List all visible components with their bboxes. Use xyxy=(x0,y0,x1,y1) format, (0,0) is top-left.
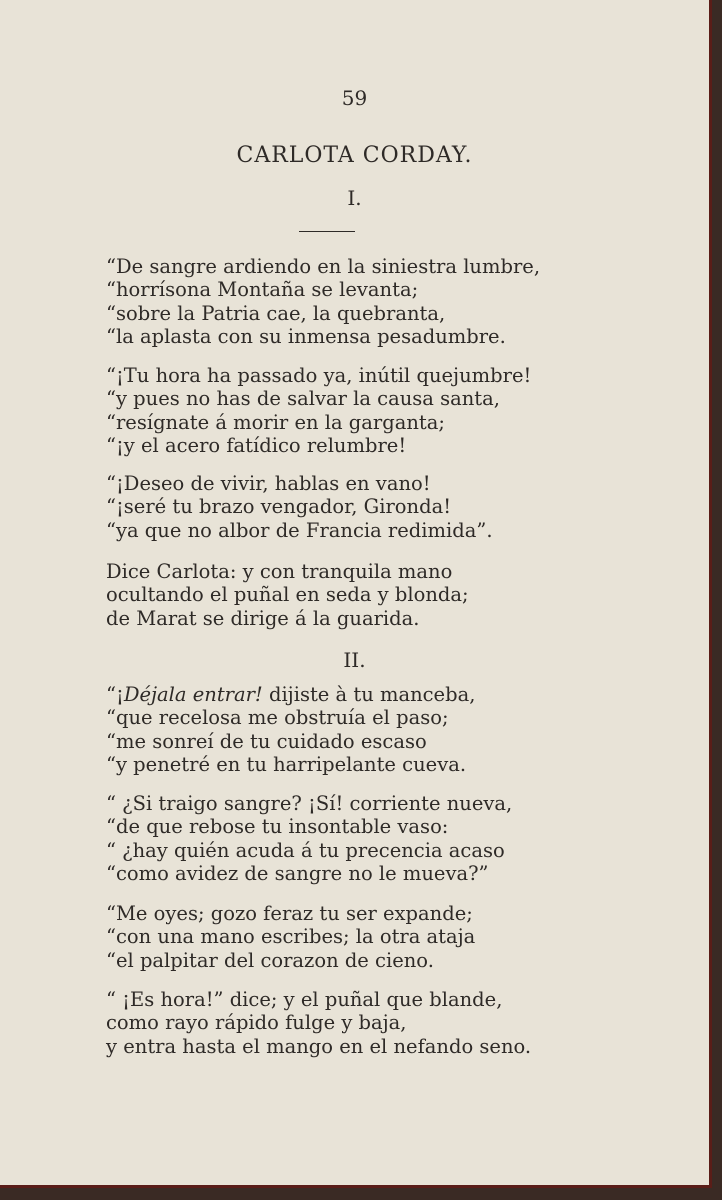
stanza-8 xyxy=(106,988,566,1058)
verse-line: “como avidez de sangre no le mueva?” xyxy=(106,861,489,885)
verse-line: “de que rebose tu insontable vaso: xyxy=(106,815,449,839)
verse-line: y entra hasta el mango en el nefando seno. xyxy=(106,1034,532,1058)
verse-line: “¡seré tu brazo vengador, Gironda! xyxy=(106,495,452,519)
quote-mark: “¡ xyxy=(106,683,124,706)
stanza-2 xyxy=(106,364,566,457)
verse-line: “me sonreí de tu cuidado escaso xyxy=(106,729,427,753)
verse-line: “ya que no albor de Francia redimida”. xyxy=(106,518,493,542)
verse-line: “con una mano escribes; la otra ataja xyxy=(106,925,476,949)
verse-line: “sobre la Patria cae, la quebranta, xyxy=(106,301,446,325)
verse-line: “ ¿hay quién acuda á tu precencia acaso xyxy=(106,838,505,862)
verse-line: ocultando el puñal en seda y blonda; xyxy=(106,583,469,607)
stanza-3 xyxy=(106,472,566,542)
verse-line: “ ¿Si traigo sangre? ¡Sí! corriente nueva, xyxy=(106,792,513,815)
verse-line: “el palpitar del corazon de cieno. xyxy=(106,948,434,972)
verse-line: “y pues no has de salvar la causa santa, xyxy=(106,387,500,411)
line-rest: dijiste à tu manceba, xyxy=(262,683,476,706)
verse-line: “ ¡Es hora!” dice; y el puñal que blande, xyxy=(106,988,503,1011)
stanza-4 xyxy=(106,560,566,630)
verse-line: “Me oyes; gozo feraz tu ser expande; xyxy=(106,902,473,925)
italic-phrase: Déjala entrar! xyxy=(123,683,263,706)
verse-line: Dice Carlota: y con tranquila mano xyxy=(106,560,453,583)
poem-title: CARLOTA CORDAY. xyxy=(236,143,473,168)
stanza-5 xyxy=(106,683,566,776)
verse-line: “¡Tu hora ha passado ya, inútil quejumbre! xyxy=(106,364,532,387)
verse-line: “la aplasta con su inmensa pesadumbre. xyxy=(106,324,506,348)
page-number: 59 xyxy=(341,86,368,110)
verse-line: “¡Deseo de vivir, hablas en vano! xyxy=(106,472,431,495)
verse-line: “horrísona Montaña se levanta; xyxy=(106,278,419,302)
stanza-1 xyxy=(106,255,566,348)
verse-line: “resígnate á morir en la garganta; xyxy=(106,410,445,434)
verse-line: de Marat se dirige á la guarida. xyxy=(106,606,420,630)
stanza-7 xyxy=(106,902,566,972)
divider-rule xyxy=(299,231,355,232)
verse-line: “y penetré en tu harripelante cueva. xyxy=(106,752,467,776)
verse-line: “De sangre ardiendo en la siniestra lumbre, xyxy=(106,255,541,278)
verse-line: “¡y el acero fatídico relumbre! xyxy=(106,433,407,457)
section-heading-1: I. xyxy=(347,186,362,210)
stanza-6 xyxy=(106,792,566,885)
verse-line: como rayo rápido fulge y baja, xyxy=(106,1011,407,1035)
section-heading-2: II. xyxy=(343,648,366,672)
verse-line: “que recelosa me obstruía el paso; xyxy=(106,706,449,730)
verse-line xyxy=(106,683,566,706)
